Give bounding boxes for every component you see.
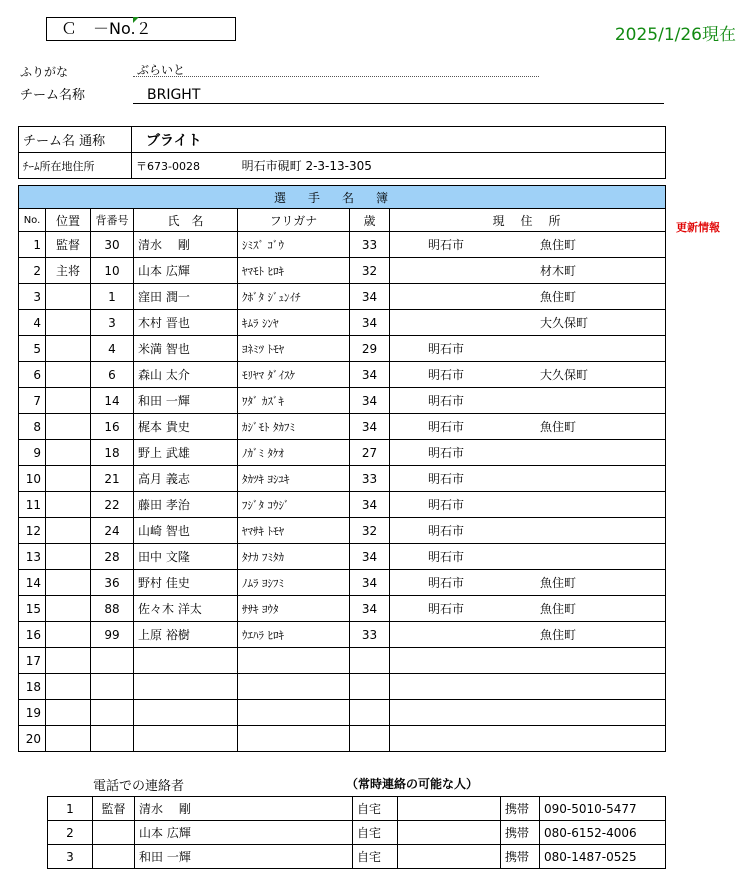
- contact-home-number: [398, 845, 501, 869]
- row-no: 4: [19, 310, 46, 336]
- row-position: [46, 518, 91, 544]
- row-number: 22: [91, 492, 134, 518]
- contact-mobile-number: 080-1487-0525: [540, 845, 666, 869]
- row-address: [390, 700, 666, 726]
- address-town: 大久保町: [540, 316, 589, 330]
- row-kana: [238, 648, 350, 674]
- address-city: 明石市: [428, 238, 465, 252]
- row-age: 29: [350, 336, 390, 362]
- col-number: 背番号: [91, 209, 134, 232]
- contacts-table: [47, 796, 666, 869]
- row-position: 監督: [46, 232, 91, 258]
- row-address: [390, 258, 666, 284]
- row-number: 30: [91, 232, 134, 258]
- row-name: 藤田 孝治: [134, 492, 238, 518]
- row-no: 10: [19, 466, 46, 492]
- col-kana: フリガナ: [238, 209, 350, 232]
- row-address: [390, 440, 666, 466]
- row-position: [46, 622, 91, 648]
- roster-row: [19, 726, 666, 752]
- row-number: [91, 648, 134, 674]
- team-name-field: [133, 86, 664, 104]
- address-town: 魚住町: [540, 238, 577, 252]
- row-no: 7: [19, 388, 46, 414]
- row-kana: ﾓﾘﾔﾏ ﾀﾞｲｽｹ: [238, 362, 350, 388]
- address-city: 明石市: [428, 602, 465, 616]
- furigana-field: [133, 61, 539, 77]
- row-name: [134, 726, 238, 752]
- contact-mobile-label: 携帯: [501, 797, 540, 821]
- row-position: [46, 700, 91, 726]
- contact-home-label: 自宅: [353, 845, 398, 869]
- row-position: [46, 726, 91, 752]
- address-city: 明石市: [428, 342, 465, 356]
- row-kana: ｻｻｷ ﾖｳﾀ: [238, 596, 350, 622]
- row-age: 34: [350, 570, 390, 596]
- row-number: [91, 726, 134, 752]
- roster-title-band: 選手名簿: [19, 186, 666, 209]
- col-name: 氏 名: [134, 209, 238, 232]
- row-number: 88: [91, 596, 134, 622]
- address-town: 大久保町: [540, 368, 589, 382]
- row-kana: ﾀｶﾂｷ ﾖｼﾕｷ: [238, 466, 350, 492]
- row-no: 5: [19, 336, 46, 362]
- address-town: 魚住町: [540, 290, 577, 304]
- col-age: 歳: [350, 209, 390, 232]
- contact-row: [48, 821, 666, 845]
- address-city: 明石市: [428, 576, 465, 590]
- row-kana: ﾔﾏｻｷ ﾄﾓﾔ: [238, 518, 350, 544]
- contacts-title: 電話での連絡者: [93, 779, 185, 794]
- team-name-value: BRIGHT: [147, 87, 201, 103]
- address-city: 明石市: [428, 498, 465, 512]
- contact-role: 監督: [93, 797, 135, 821]
- roster-row: [19, 700, 666, 726]
- row-position: [46, 596, 91, 622]
- roster-header-row: [19, 209, 666, 232]
- row-kana: ﾌｼﾞﾀ ｺｳｼﾞ: [238, 492, 350, 518]
- roster-row: [19, 466, 666, 492]
- contact-no: 2: [48, 821, 93, 845]
- roster-row: [19, 518, 666, 544]
- address-city: 明石市: [428, 420, 465, 434]
- row-no: 18: [19, 674, 46, 700]
- row-address: [390, 388, 666, 414]
- contacts-note: （常時連絡の可能な人）: [346, 777, 479, 791]
- roster-row: [19, 596, 666, 622]
- row-number: 3: [91, 310, 134, 336]
- row-number: 21: [91, 466, 134, 492]
- row-kana: ｶｼﾞﾓﾄ ﾀｶﾌﾐ: [238, 414, 350, 440]
- roster-row: [19, 674, 666, 700]
- common-name-label: チーム名 通称: [19, 127, 132, 153]
- row-number: 14: [91, 388, 134, 414]
- roster-row: [19, 544, 666, 570]
- form-code: Ｃ －No.２: [61, 19, 152, 38]
- roster-table: [18, 185, 666, 752]
- row-no: 11: [19, 492, 46, 518]
- row-address: [390, 336, 666, 362]
- row-age: 34: [350, 310, 390, 336]
- row-number: [91, 700, 134, 726]
- row-age: [350, 726, 390, 752]
- row-age: 32: [350, 518, 390, 544]
- row-number: 99: [91, 622, 134, 648]
- row-kana: ｷﾑﾗ ｼﾝﾔ: [238, 310, 350, 336]
- row-no: 16: [19, 622, 46, 648]
- row-age: 27: [350, 440, 390, 466]
- furigana-label: ふりがな: [20, 65, 69, 79]
- address-label: ﾁｰﾑ所在地住所: [19, 153, 132, 179]
- row-number: 6: [91, 362, 134, 388]
- contact-role: [93, 845, 135, 869]
- address-town: 魚住町: [540, 576, 577, 590]
- row-address: [390, 492, 666, 518]
- contact-row: [48, 797, 666, 821]
- row-address: [390, 726, 666, 752]
- row-age: [350, 700, 390, 726]
- row-no: 9: [19, 440, 46, 466]
- row-kana: [238, 726, 350, 752]
- row-address: [390, 544, 666, 570]
- row-address: [390, 518, 666, 544]
- row-kana: ｼﾐｽﾞ ｺﾞｳ: [238, 232, 350, 258]
- row-no: 13: [19, 544, 46, 570]
- row-kana: [238, 674, 350, 700]
- col-address: 現 住 所: [390, 209, 666, 232]
- contact-name: 和田 一輝: [135, 845, 353, 869]
- row-number: 10: [91, 258, 134, 284]
- col-no: No.: [19, 209, 46, 232]
- row-age: 34: [350, 388, 390, 414]
- contact-mobile-label: 携帯: [501, 821, 540, 845]
- row-name: 清水 剛: [134, 232, 238, 258]
- row-name: 窪田 潤一: [134, 284, 238, 310]
- row-position: [46, 388, 91, 414]
- row-position: [46, 362, 91, 388]
- row-position: [46, 440, 91, 466]
- row-number: 36: [91, 570, 134, 596]
- address-town: 魚住町: [540, 420, 577, 434]
- row-name: 和田 一輝: [134, 388, 238, 414]
- roster-row: [19, 622, 666, 648]
- row-no: 19: [19, 700, 46, 726]
- row-no: 20: [19, 726, 46, 752]
- roster-row: [19, 648, 666, 674]
- row-name: 田中 文隆: [134, 544, 238, 570]
- row-name: 梶本 貴史: [134, 414, 238, 440]
- row-no: 12: [19, 518, 46, 544]
- row-name: [134, 648, 238, 674]
- row-no: 2: [19, 258, 46, 284]
- row-name: 高月 義志: [134, 466, 238, 492]
- row-name: 野上 武雄: [134, 440, 238, 466]
- row-address: [390, 232, 666, 258]
- address-city: 明石市: [428, 472, 465, 486]
- row-age: 34: [350, 544, 390, 570]
- row-name: 野村 佳史: [134, 570, 238, 596]
- row-name: [134, 700, 238, 726]
- row-number: 24: [91, 518, 134, 544]
- row-age: [350, 674, 390, 700]
- row-kana: ﾉｶﾞﾐ ﾀｹｵ: [238, 440, 350, 466]
- row-address: [390, 310, 666, 336]
- row-kana: ｳｴﾊﾗ ﾋﾛｷ: [238, 622, 350, 648]
- row-address: [390, 674, 666, 700]
- roster-row: [19, 492, 666, 518]
- roster-row: [19, 310, 666, 336]
- address-city: 明石市: [428, 368, 465, 382]
- row-name: 山崎 智也: [134, 518, 238, 544]
- roster-row: [19, 258, 666, 284]
- row-address: [390, 570, 666, 596]
- roster-row: [19, 284, 666, 310]
- row-age: 34: [350, 362, 390, 388]
- contact-row: [48, 845, 666, 869]
- row-position: 主将: [46, 258, 91, 284]
- row-kana: ﾉﾑﾗ ﾖｼﾌﾐ: [238, 570, 350, 596]
- contact-mobile-number: 090-5010-5477: [540, 797, 666, 821]
- contact-home-number: [398, 797, 501, 821]
- address-town: 魚住町: [540, 628, 577, 642]
- update-info: 更新情報: [676, 221, 720, 234]
- contact-no: 1: [48, 797, 93, 821]
- cell-comment-marker: [133, 17, 139, 23]
- row-name: 佐々木 洋太: [134, 596, 238, 622]
- row-name: 木村 晋也: [134, 310, 238, 336]
- row-position: [46, 648, 91, 674]
- row-name: [134, 674, 238, 700]
- row-position: [46, 310, 91, 336]
- row-number: 1: [91, 284, 134, 310]
- address-town: 材木町: [540, 264, 577, 278]
- address-city: 明石市: [428, 550, 465, 564]
- row-number: 4: [91, 336, 134, 362]
- address-city: 明石市: [428, 394, 465, 408]
- row-position: [46, 544, 91, 570]
- row-address: [390, 648, 666, 674]
- contact-name: 清水 剛: [135, 797, 353, 821]
- row-address: [390, 466, 666, 492]
- row-no: 6: [19, 362, 46, 388]
- row-number: 16: [91, 414, 134, 440]
- common-name-value: ブライト: [132, 127, 666, 153]
- roster-row: [19, 570, 666, 596]
- row-position: [46, 674, 91, 700]
- row-no: 15: [19, 596, 46, 622]
- row-kana: [238, 700, 350, 726]
- address-town: 魚住町: [540, 602, 577, 616]
- row-kana: ｸﾎﾞﾀ ｼﾞｭﾝｲﾁ: [238, 284, 350, 310]
- roster-row: [19, 232, 666, 258]
- row-name: 米満 智也: [134, 336, 238, 362]
- row-name: 上原 裕樹: [134, 622, 238, 648]
- row-no: 14: [19, 570, 46, 596]
- row-no: 1: [19, 232, 46, 258]
- row-position: [46, 336, 91, 362]
- row-kana: ﾖﾈﾐﾂ ﾄﾓﾔ: [238, 336, 350, 362]
- row-position: [46, 570, 91, 596]
- row-number: 18: [91, 440, 134, 466]
- row-age: 34: [350, 596, 390, 622]
- row-address: [390, 362, 666, 388]
- address-city: 明石市: [428, 446, 465, 460]
- address-cell: [132, 153, 666, 179]
- as-of-date: 2025/1/26現在: [614, 25, 736, 45]
- row-position: [46, 466, 91, 492]
- contact-home-number: [398, 821, 501, 845]
- row-position: [46, 492, 91, 518]
- row-position: [46, 284, 91, 310]
- row-age: 34: [350, 414, 390, 440]
- row-name: 山本 広輝: [134, 258, 238, 284]
- address-city: 明石市: [428, 524, 465, 538]
- roster-row: [19, 414, 666, 440]
- contact-name: 山本 広輝: [135, 821, 353, 845]
- row-age: 34: [350, 492, 390, 518]
- form-code-box: [46, 17, 236, 41]
- row-address: [390, 284, 666, 310]
- roster-row: [19, 336, 666, 362]
- row-kana: ﾀﾅｶ ﾌﾐﾀｶ: [238, 544, 350, 570]
- contact-mobile-label: 携帯: [501, 845, 540, 869]
- row-age: [350, 648, 390, 674]
- row-age: 33: [350, 232, 390, 258]
- contact-home-label: 自宅: [353, 797, 398, 821]
- row-number: [91, 674, 134, 700]
- contact-role: [93, 821, 135, 845]
- team-info-table: [18, 126, 666, 179]
- col-position: 位置: [46, 209, 91, 232]
- row-age: 34: [350, 284, 390, 310]
- roster-row: [19, 362, 666, 388]
- row-no: 17: [19, 648, 46, 674]
- row-number: 28: [91, 544, 134, 570]
- row-kana: ﾔﾏﾓﾄ ﾋﾛｷ: [238, 258, 350, 284]
- row-age: 33: [350, 466, 390, 492]
- contact-home-label: 自宅: [353, 821, 398, 845]
- row-no: 3: [19, 284, 46, 310]
- row-no: 8: [19, 414, 46, 440]
- postal-code: 〒673-0028: [136, 160, 200, 173]
- row-address: [390, 414, 666, 440]
- contact-mobile-number: 080-6152-4006: [540, 821, 666, 845]
- row-name: 森山 太介: [134, 362, 238, 388]
- row-age: 32: [350, 258, 390, 284]
- row-position: [46, 414, 91, 440]
- roster-row: [19, 440, 666, 466]
- roster-row: [19, 388, 666, 414]
- contact-no: 3: [48, 845, 93, 869]
- address-value: 明石市硯町 2-3-13-305: [241, 159, 372, 173]
- row-address: [390, 596, 666, 622]
- row-kana: ﾜﾀﾞ ｶｽﾞｷ: [238, 388, 350, 414]
- row-age: 33: [350, 622, 390, 648]
- team-name-label: チーム名称: [20, 88, 86, 103]
- row-address: [390, 622, 666, 648]
- furigana-value: ぶらいと: [137, 63, 186, 77]
